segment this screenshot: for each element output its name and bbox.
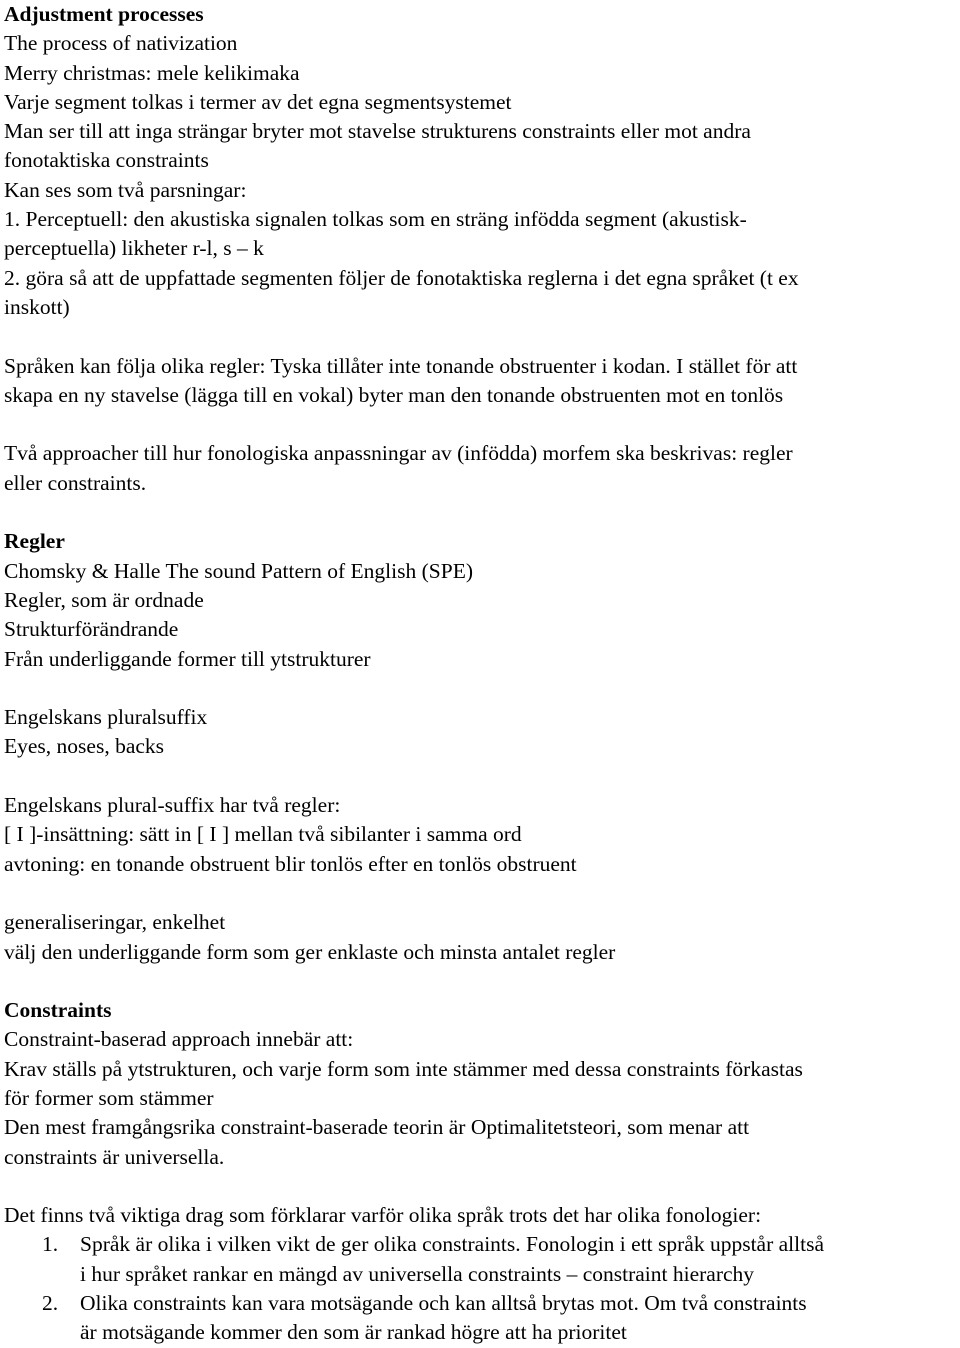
text-line: perceptuella) likheter r-l, s – k <box>4 236 264 261</box>
text-line: constraints är universella. <box>4 1144 225 1169</box>
list-item-number: 1. <box>42 1232 59 1257</box>
text-line: Merry christmas: mele kelikimaka <box>4 60 300 85</box>
text-line: i hur språket rankar en mängd av universella constraints – constraint hierarchy <box>80 1261 755 1286</box>
text-line: Varje segment tolkas i termer av det egna segmentsystemet <box>4 89 512 114</box>
text-line: Språken kan följa olika regler: Tyska tillåter inte tonande obstruenter i kodan. I stället för att <box>4 353 798 378</box>
text-line: Två approacher till hur fonologiska anpassningar av (infödda) morfem ska beskrivas: regler <box>4 441 793 466</box>
text-line: Eyes, noses, backs <box>4 734 165 759</box>
list-item-text <box>80 1230 958 1289</box>
blank-line <box>4 674 958 703</box>
text-line: Constraint-baserad approach innebär att: <box>4 1027 354 1052</box>
list-item-text <box>80 1289 958 1348</box>
list-item-number: 2. <box>42 1291 59 1316</box>
text-line: Den mest framgångsrika constraint-baserade teorin är Optimalitetsteori, som menar att <box>4 1115 750 1140</box>
blank-line <box>4 967 958 996</box>
document-page <box>4 0 958 1348</box>
text-line: välj den underliggande form som ger enklaste och minsta antalet regler <box>4 939 616 964</box>
blank-line <box>4 410 958 439</box>
text-line: 2. göra så att de uppfattade segmenten följer de fonotaktiska reglerna i det egna språket (t ex <box>4 265 799 290</box>
text-line: generaliseringar, enkelhet <box>4 910 226 935</box>
text-line: Man ser till att inga strängar bryter mot stavelse strukturens constraints eller mot andra <box>4 119 751 144</box>
text-line: avtoning: en tonande obstruent blir tonlös efter en tonlös obstruent <box>4 851 577 876</box>
section-heading-constraints: Constraints <box>4 998 112 1023</box>
text-line: Engelskans plural-suffix har två regler: <box>4 793 341 818</box>
text-line: 1. Perceptuell: den akustiska signalen tolkas som en sträng infödda segment (akustisk- <box>4 207 747 232</box>
blank-line <box>4 762 958 791</box>
text-line: Olika constraints kan vara motsägande och kan alltså brytas mot. Om två constraints <box>80 1291 807 1316</box>
text-line: skapa en ny stavelse (lägga till en vokal) byter man den tonande obstruenten mot en tonlös <box>4 382 784 407</box>
text-line: Från underliggande former till ytstrukturer <box>4 646 371 671</box>
text-line: inskott) <box>4 294 70 319</box>
text-line: Det finns två viktiga drag som förklarar varför olika språk trots det har olika fonologier: <box>4 1203 762 1228</box>
numbered-list <box>4 1230 958 1347</box>
text-line: för former som stämmer <box>4 1085 214 1110</box>
text-line: Språk är olika i vilken vikt de ger olika constraints. Fonologin i ett språk uppstår alltså <box>80 1232 824 1257</box>
blank-line <box>4 1172 958 1201</box>
text-line: är motsägande kommer den som är rankad högre att ha prioritet <box>80 1320 627 1345</box>
text-line: Strukturförändrande <box>4 617 179 642</box>
text-line: fonotaktiska constraints <box>4 148 209 173</box>
text-line: Chomsky & Halle The sound Pattern of English (SPE) <box>4 558 473 583</box>
blank-line <box>4 322 958 351</box>
text-line: Engelskans pluralsuffix <box>4 705 208 730</box>
text-line: [ I ]-insättning: sätt in [ I ] mellan två sibilanter i samma ord <box>4 822 522 847</box>
list-item <box>4 1289 958 1348</box>
blank-line <box>4 498 958 527</box>
list-item <box>4 1230 958 1289</box>
blank-line <box>4 879 958 908</box>
text-line: Kan ses som två parsningar: <box>4 177 247 202</box>
section-heading-regler: Regler <box>4 529 65 554</box>
section-heading-adjustment: Adjustment processes <box>4 2 204 26</box>
text-line: The process of nativization <box>4 31 238 56</box>
text-line: eller constraints. <box>4 470 147 495</box>
text-line: Regler, som är ordnade <box>4 587 204 612</box>
text-line: Krav ställs på ytstrukturen, och varje form som inte stämmer med dessa constraints förkastas <box>4 1056 803 1081</box>
